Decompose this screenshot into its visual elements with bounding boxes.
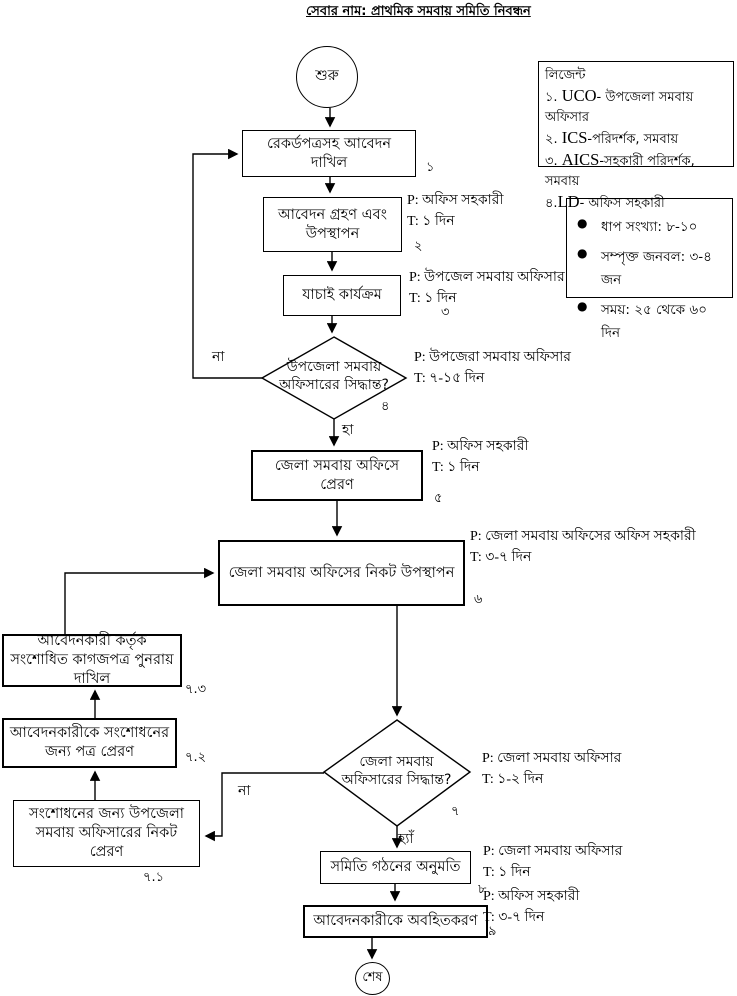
- legend-item-desc: -পরিদর্শক, সমবায়: [587, 132, 679, 147]
- step2-number: ২: [414, 239, 423, 254]
- legend-item-code: ICS: [561, 128, 588, 147]
- summary-item-text: সময়: ২৫ থেকে ৬০ দিন: [601, 302, 707, 341]
- step7-2-number: ৭.২: [185, 750, 207, 765]
- decision4-label: উপজেলা সমবায় অফিসারের সিদ্ধান্ত?: [279, 359, 389, 394]
- legend-item-num: ২.: [545, 132, 562, 147]
- legend-item-num: ৪.: [545, 196, 558, 211]
- step2-box: আবেদন গ্রহণ এবং উপস্থাপন: [263, 197, 402, 252]
- step9-annotation: [483, 886, 579, 928]
- legend-item-code: AICS: [561, 150, 600, 169]
- legend-item-num: ৩.: [545, 154, 562, 169]
- step9-person: P: অফিস সহকারী: [483, 889, 580, 904]
- legend-item-desc: - অফিস সহকারী: [579, 196, 665, 211]
- bullet-icon: ●: [577, 299, 588, 313]
- bullet-icon: ●: [577, 216, 588, 230]
- end-terminal: শেষ: [355, 962, 390, 995]
- decision4-person: P: উপজেরা সমবায় অফিসার: [414, 350, 571, 365]
- step7-3-number: ৭.৩: [185, 682, 207, 697]
- bullet-icon: ●: [577, 246, 588, 260]
- legend-item-code: LD: [557, 192, 580, 211]
- step9-number: ৯: [488, 924, 497, 939]
- legend-item-desc: - উপজেলা সমবায় অফিসার: [545, 90, 694, 125]
- legend-item: [545, 128, 727, 150]
- step9-time: T: ৩-৭ দিন: [483, 910, 545, 925]
- step7-1-box: সংশোধনের জন্য উপজেলা সমবায় অফিসারের নিকট প্রেরণ: [13, 800, 200, 867]
- step6-box: জেলা সমবায় অফিসের নিকট উপস্থাপন: [218, 540, 465, 606]
- legend-item: [545, 86, 727, 128]
- step8-person: P: জেলা সমবায় অফিসার: [483, 844, 623, 859]
- connector-decision7-no-to-step71: [206, 773, 324, 836]
- step7-2-box: আবেদনকারীকে সংশোধনের জন্য পত্র প্রেরণ: [2, 718, 177, 768]
- step5-annotation: [432, 436, 528, 478]
- legend-item-desc: -সহকারী পরিদর্শক, সমবায়: [545, 154, 695, 189]
- step5-box: জেলা সমবায় অফিসে প্রেরণ: [251, 450, 423, 501]
- step6-annotation: [470, 526, 696, 568]
- decision7-no-label: না: [238, 783, 251, 799]
- step2-time: T: ১ দিন: [407, 214, 455, 229]
- step8-box: সমিতি গঠনের অনুমতি: [320, 851, 471, 884]
- step5-time: T: ১ দিন: [432, 460, 480, 475]
- decision7-yes-label: হ্যাঁ: [398, 831, 414, 847]
- connector-decision4-no-loop: [193, 154, 262, 378]
- step2-person: P: অফিস সহকারী: [407, 193, 504, 208]
- decision7-person: P: জেলা সমবায় অফিসার: [482, 751, 622, 766]
- step3-annotation: [409, 267, 565, 309]
- legend-item-num: ১.: [545, 90, 562, 105]
- decision4-yes-label: হা: [342, 422, 354, 438]
- step5-person: P: অফিস সহকারী: [432, 439, 529, 454]
- step6-number: ৬: [474, 592, 483, 607]
- step1-number: ১: [426, 160, 435, 175]
- page-title: সেবার নাম: প্রাথমিক সমবায় সমিতি নিবন্ধন: [306, 4, 531, 19]
- legend-item: [545, 150, 727, 192]
- step7-1-number: ৭.১: [143, 870, 165, 885]
- summary-item: [577, 246, 728, 292]
- step3-number: ৩: [441, 305, 450, 320]
- legend-item-code: UCO: [561, 86, 597, 105]
- step6-person: P: জেলা সমবায় অফিসের অফিস সহকারী: [470, 529, 696, 544]
- step2-annotation: [407, 190, 503, 232]
- summary-item: [577, 216, 728, 239]
- legend-title: লিজেন্ট: [545, 68, 586, 83]
- decision4-annotation: [414, 347, 571, 389]
- decision4-number: ৪: [381, 399, 390, 414]
- decision4-time: T: ৭-১৫ দিন: [414, 371, 485, 386]
- legend-box: [538, 61, 734, 211]
- summary-item: [577, 299, 728, 345]
- summary-item-text: সম্পৃক্ত জনবল: ৩-৪ জন: [601, 249, 712, 288]
- step7-3-box: আবেদনকারী কর্তৃক সংশোধিত কাগজপত্র পুনরায় দাখিল: [2, 634, 182, 687]
- summary-item-text: ধাপ সংখ্যা: ৮-১০: [601, 219, 698, 235]
- step5-number: ৫: [434, 491, 443, 506]
- decision7-annotation: [482, 748, 621, 790]
- step9-box: আবেদনকারীকে অবহিতকরণ: [303, 905, 488, 938]
- summary-box: [566, 198, 733, 341]
- decision7-label: জেলা সমবায় অফিসারের সিদ্ধান্ত?: [341, 754, 452, 789]
- start-terminal: শুরু: [296, 46, 358, 108]
- step3-person: P: উপজেল সমবায় অফিসার: [409, 270, 565, 285]
- decision4-no-label: না: [212, 349, 225, 365]
- connector-step73-to-step6: [65, 573, 213, 634]
- decision7-time: T: ১-২ দিন: [482, 772, 544, 787]
- decision7-number: ৭: [451, 804, 460, 819]
- step1-box: রেকর্ডপত্রসহ আবেদন দাখিল: [242, 130, 416, 177]
- step6-time: T: ৩-৭ দিন: [470, 550, 532, 565]
- step8-time: T: ১ দিন: [483, 865, 531, 880]
- step3-box: যাচাই কার্যক্রম: [283, 275, 401, 316]
- step8-annotation: [483, 841, 622, 883]
- step8-number: ৮: [478, 882, 487, 897]
- step3-time: T: ১ দিন: [409, 291, 457, 306]
